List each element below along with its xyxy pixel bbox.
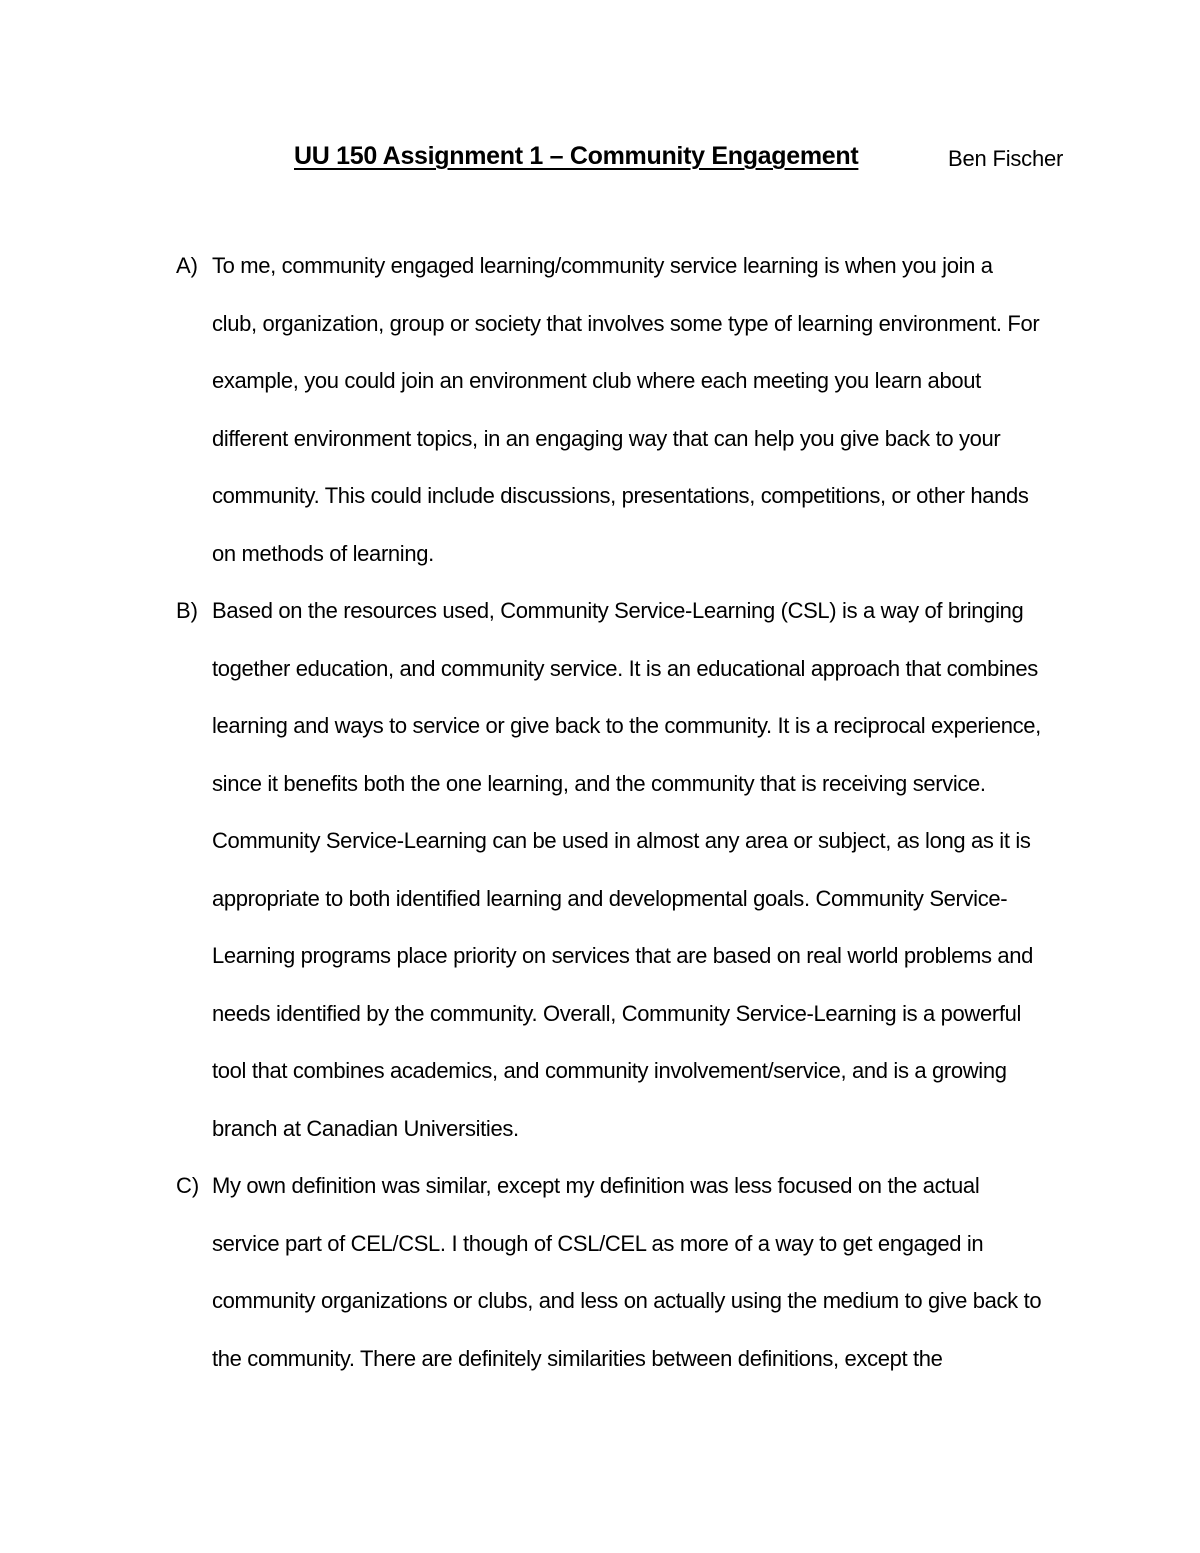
paragraph-line: branch at Canadian Universities.: [212, 1115, 519, 1141]
paragraph-line: learning and ways to service or give back to the community. It is a reciprocal experience,: [212, 713, 1041, 738]
paragraph-line: community organizations or clubs, and less on actually using the medium to give back to: [212, 1288, 1042, 1313]
author-name: Ben Fischer: [948, 146, 1064, 171]
paragraph-line: My own definition was similar, except my definition was less focused on the actual: [212, 1173, 980, 1198]
paragraph-line: together education, and community service. It is an educational approach that combines: [212, 655, 1038, 681]
paragraph-line: different environment topics, in an engaging way that can help you give back to your: [212, 425, 1001, 451]
paragraph-line: needs identified by the community. Overall, Community Service-Learning is a powerful: [212, 1000, 1022, 1026]
paragraph-line: Based on the resources used, Community Service-Learning (CSL) is a way of bringing: [212, 598, 1024, 623]
paragraph-line: community. This could include discussions, presentations, competitions, or other hands: [212, 483, 1029, 508]
paragraph-line: Learning programs place priority on services that are based on real world problems and: [212, 943, 1034, 968]
list-marker: C): [176, 1173, 200, 1198]
paragraph-line: appropriate to both identified learning and developmental goals. Community Service-: [212, 885, 1008, 911]
list-marker: B): [176, 598, 198, 623]
paragraph-line: on methods of learning.: [212, 540, 434, 566]
paragraph-line: tool that combines academics, and community involvement/service, and is a growing: [212, 1058, 1007, 1083]
paragraph-line: since it benefits both the one learning, and the community that is receiving service.: [212, 770, 986, 796]
paragraph-line: example, you could join an environment club where each meeting you learn about: [212, 368, 981, 393]
list-marker: A): [176, 253, 198, 278]
paragraph-line: Community Service-Learning can be used in almost any area or subject, as long as it is: [212, 828, 1031, 853]
paragraph-line: service part of CEL/CSL. I though of CSL/CEL as more of a way to get engaged in: [212, 1230, 984, 1256]
paragraph-line: club, organization, group or society that involves some type of learning environment. For: [212, 310, 1040, 336]
paragraph-line: To me, community engaged learning/community service learning is when you join a: [212, 253, 993, 278]
document-title: UU 150 Assignment 1 – Community Engagement: [294, 142, 859, 170]
paragraph-line: the community. There are definitely similarities between definitions, except the: [212, 1345, 943, 1371]
